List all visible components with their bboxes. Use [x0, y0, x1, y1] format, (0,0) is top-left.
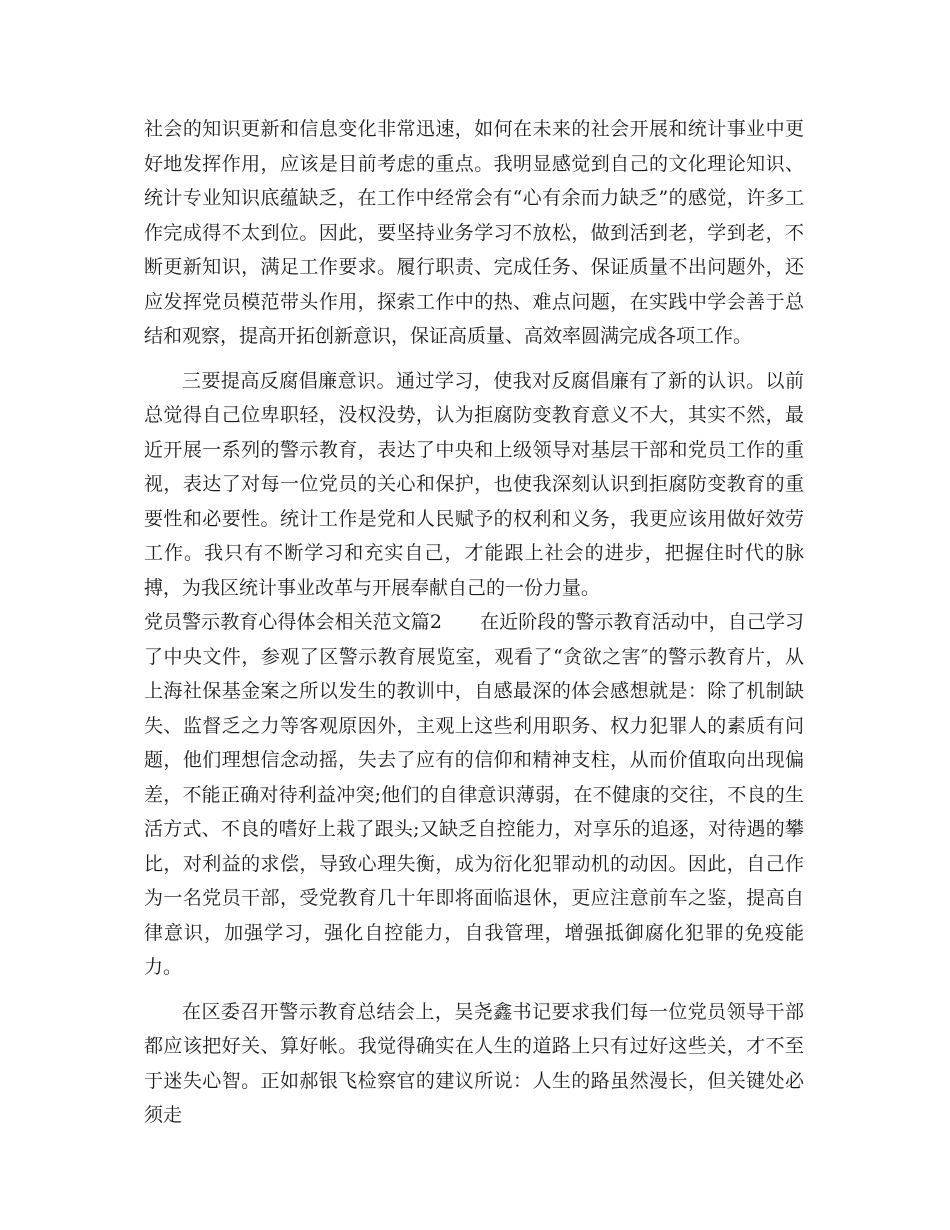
paragraph-article-2: 党员警示教育心得体会相关范文篇2 在近阶段的警示教育活动中，自己学习了中央文件，参观了区警示教育展览室，观看了“贪欲之害″的警示教育片，从上海社保基金案之所以发生的教训中，自感最深的体会感想就是：除了机制缺失、监督乏之力等客观原因外，主观上这些利用职务、权力犯罪人的素质有问题，他们理想信念动摇，失去了应有的信仰和精神支柱，从而价值取向出现偏差，不能正确对待利益冲突;他们的自律意识薄弱，在不健康的交往，不良的生活方式、不良的嗜好上栽了跟头;又缺乏自控能力，对享乐的追逐，对待遇的攀比，对利益的求偿，导致心理失衡，成为衍化犯罪动机的动因。因此，自己作为一名党员干部，受党教育几十年即将面临退休，更应注意前车之鉴，提高自律意识，加强学习，强化自控能力，自我管理，增强抵御腐化犯罪的免疫能力。	[144, 611, 804, 978]
paragraph-continuation: 社会的知识更新和信息变化非常迅速，如何在未来的社会开展和统计事业中更好地发挥作用，应该是目前考虑的重点。我明显感觉到自己的文化理论知识、统计专业知识底蕴缺乏，在工作中经常会有“心有余而力缺乏”的感觉，许多工作完成得不太到位。因此，要坚持业务学习不放松，做到活到老，学到老，不断更新知识，满足工作要求。履行职责、完成任务、保证质量不出问题外，还应发挥党员模范带头作用，探索工作中的热、难点问题，在实践中学会善于总结和观察，提高开拓创新意识，保证高质量、高效率圆满完成各项工作。	[144, 118, 804, 347]
paragraph-anti-corruption: 三要提高反腐倡廉意识。通过学习，使我对反腐倡廉有了新的认识。以前总觉得自己位卑职轻，没权没势，认为拒腐防变教育意义不大，其实不然，最近开展一系列的警示教育，表达了中央和上级领导对基层干部和党员工作的重视，表达了对每一位党员的关心和保护，也使我深刻认识到拒腐防变教育的重要性和必要性。统计工作是党和人民赋予的权利和义务，我更应该用做好效劳工作。我只有不断学习和充实自己，才能跟上社会的进步，把握住时代的脉搏，为我区统计事业改革与开展奉献自己的一份力量。	[144, 369, 804, 599]
paragraph-summary-meeting: 在区委召开警示教育总结会上，吴尧鑫书记要求我们每一位党员领导干部都应该把好关、算好帐。我觉得确实在人生的道路上只有过好这些关，才不至于迷失心智。正如郝银飞检察官的建议所说：人生的路虽然漫长，但关键处必须走	[144, 1000, 804, 1126]
document-body	[144, 112, 804, 1133]
